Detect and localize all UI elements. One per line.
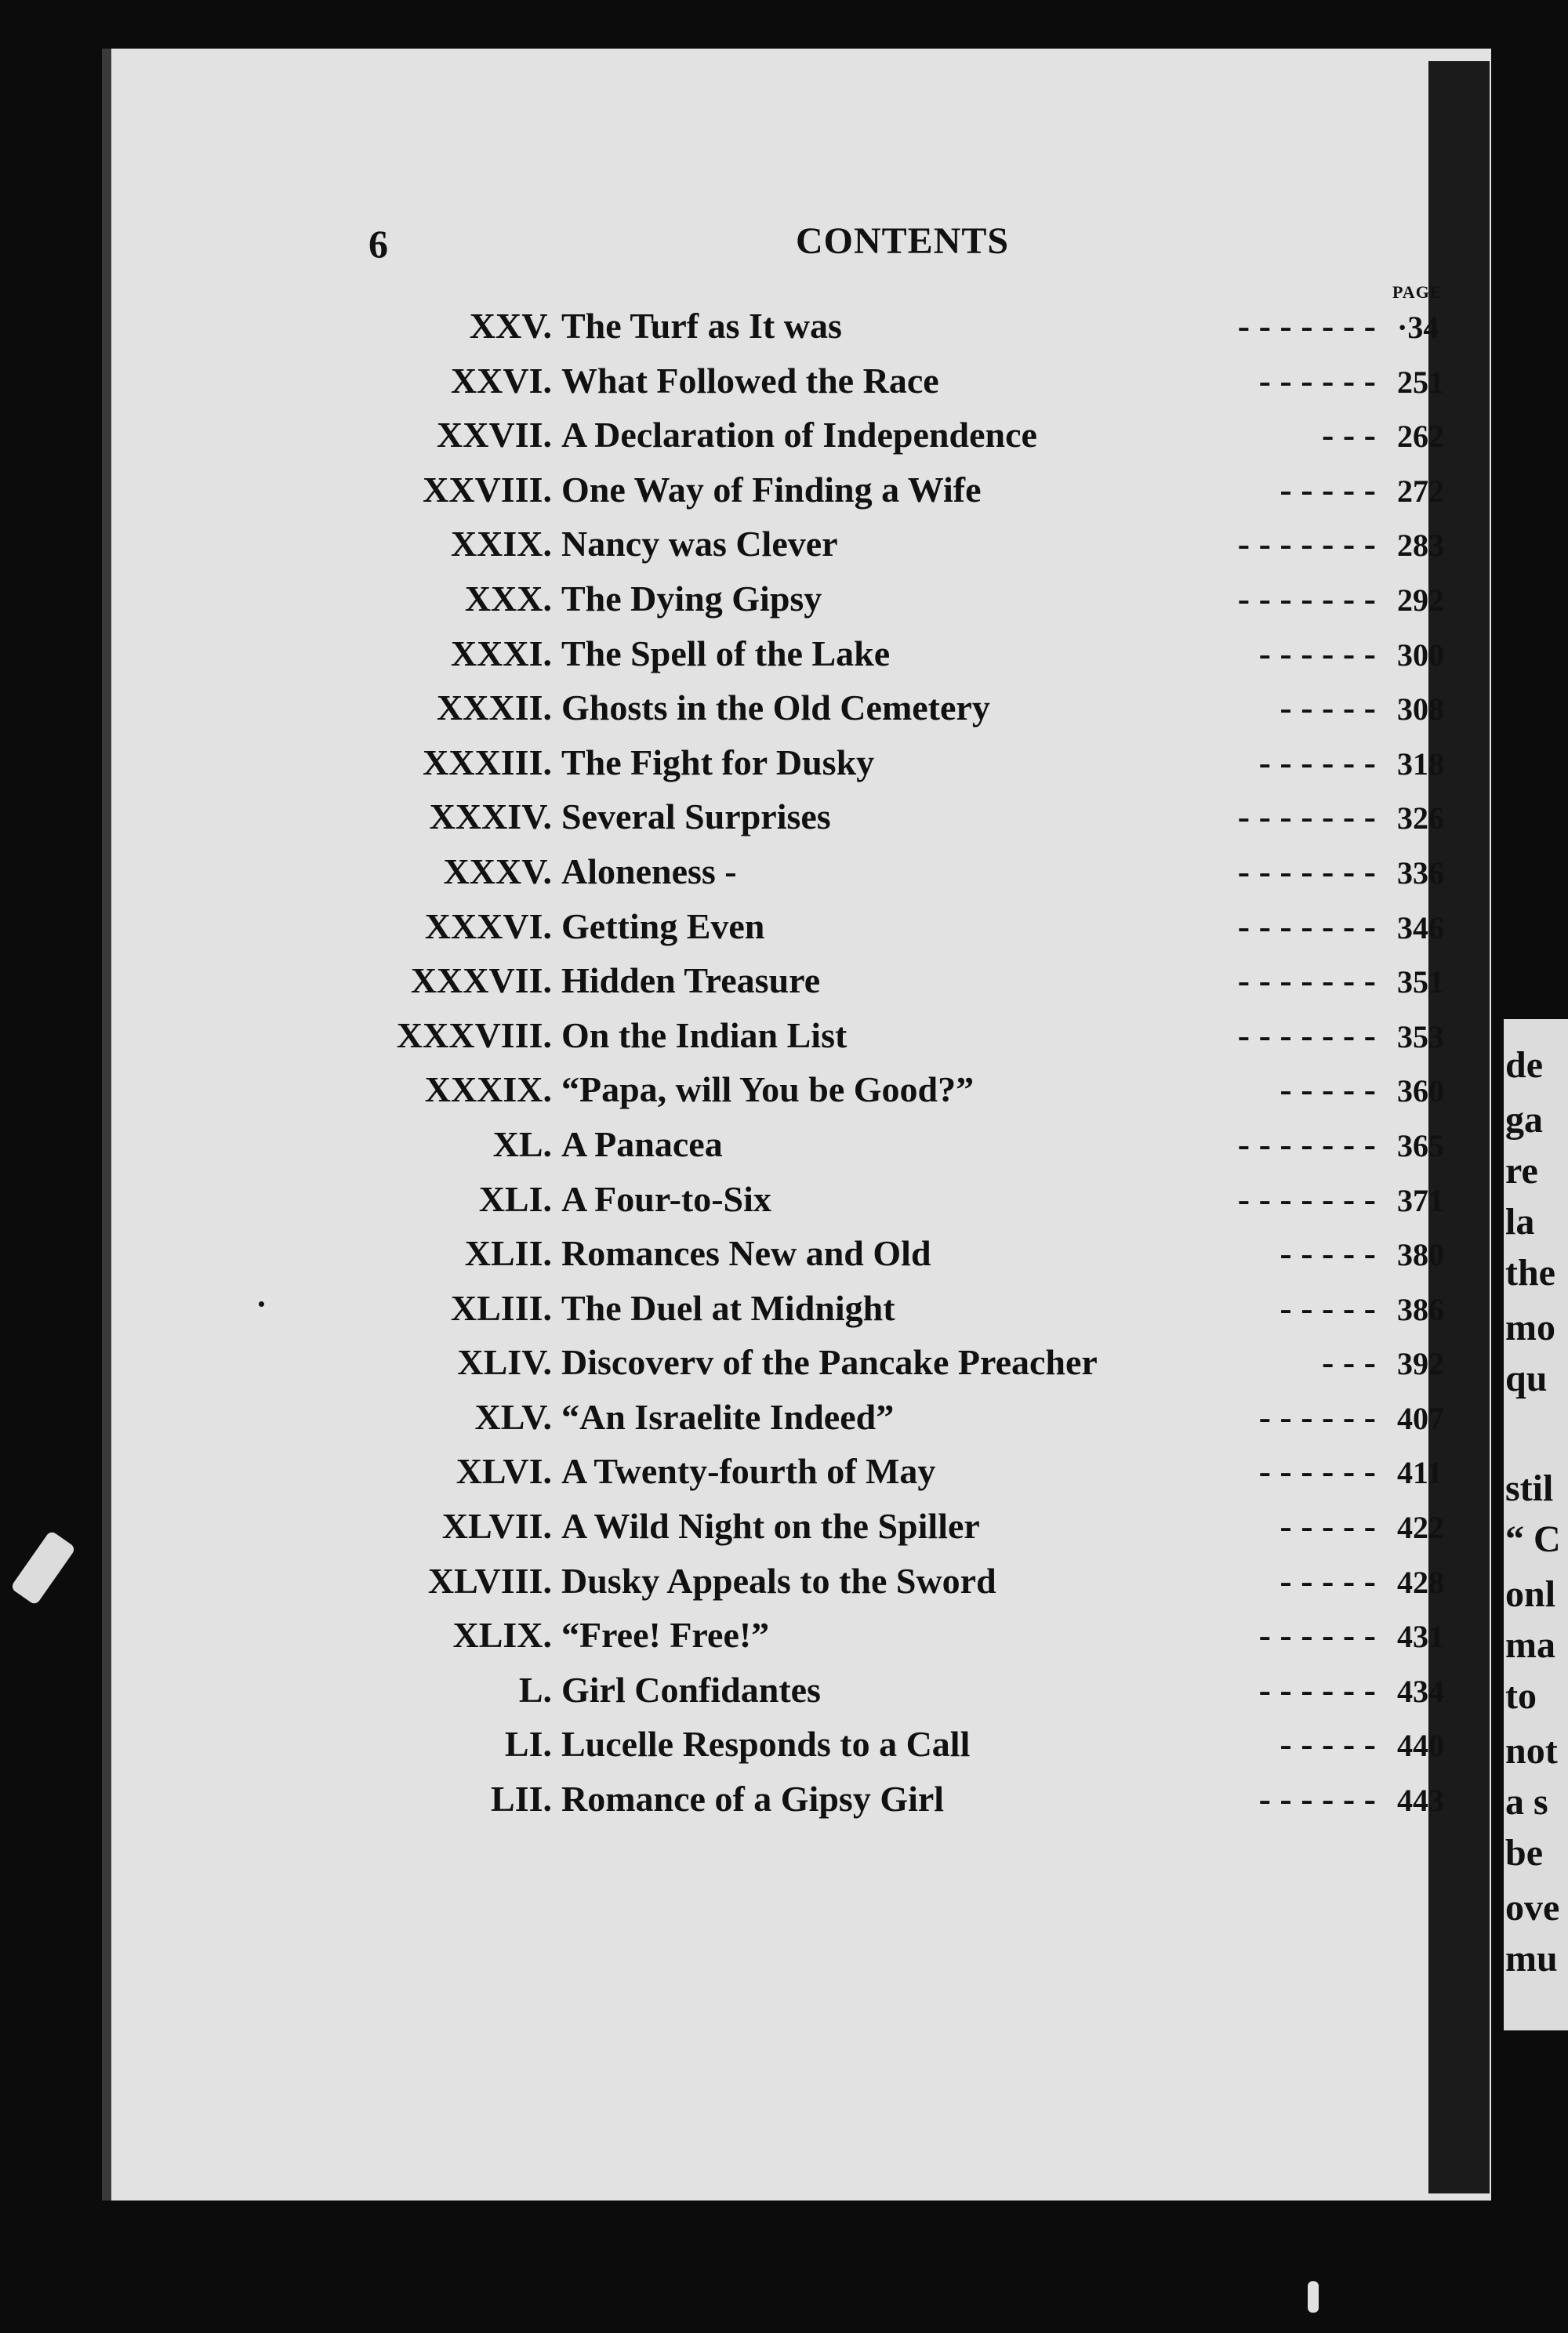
chapter-numeral: XLI.	[478, 1178, 552, 1219]
chapter-page-number: 392	[1397, 1346, 1444, 1382]
facing-page-text-fragment: ove	[1505, 1887, 1560, 1928]
dot-leader: - - - - - - -	[1237, 796, 1376, 837]
chapter-page-number: 428	[1397, 1564, 1444, 1600]
toc-entry	[0, 1668, 1490, 1723]
toc-entry	[0, 1559, 1490, 1614]
chapter-title: Romances New and Old	[561, 1233, 931, 1274]
chapter-page-number: 300	[1397, 637, 1444, 673]
chapter-title: A Panacea	[561, 1123, 723, 1164]
page-column-label: PAGE	[1392, 282, 1443, 302]
chapter-numeral: XXVIII.	[423, 469, 552, 510]
chapter-title: Nancy was Clever	[561, 524, 838, 564]
facing-page-text-fragment: a s	[1505, 1781, 1548, 1823]
facing-page-text-fragment: de	[1505, 1044, 1543, 1086]
dot-leader: - - - - - -	[1258, 360, 1376, 401]
toc-entry	[0, 304, 1490, 359]
facing-page-text-fragment: ma	[1505, 1624, 1555, 1666]
chapter-numeral: XXXIV.	[429, 796, 552, 837]
chapter-title: “Free! Free!”	[561, 1615, 770, 1656]
chapter-numeral: XXXIII.	[423, 742, 552, 782]
dot-leader: - - - - - - -	[1237, 1014, 1376, 1055]
chapter-title: Several Surprises	[561, 796, 831, 837]
chapter-numeral: XXXVIII.	[396, 1014, 552, 1055]
chapter-page-number: 386	[1397, 1291, 1444, 1327]
dot-leader: - - - - - - -	[1237, 524, 1376, 564]
chapter-numeral: XXX.	[464, 578, 552, 619]
facing-page-text-fragment: re	[1505, 1150, 1538, 1192]
toc-entry	[0, 1613, 1490, 1668]
chapter-title: “An Israelite Indeed”	[561, 1396, 895, 1437]
chapter-numeral: XLV.	[474, 1396, 552, 1437]
chapter-title: Dusky Appeals to the Sword	[561, 1560, 996, 1601]
toc-entry	[0, 468, 1490, 523]
dot-leader: - - - - - -	[1258, 1396, 1376, 1437]
chapter-numeral: XXXV.	[443, 851, 552, 891]
dot-leader: - - - - - -	[1258, 1779, 1376, 1820]
dot-leader: - - - - - -	[1258, 742, 1376, 782]
chapter-title: The Turf as It was	[561, 306, 842, 346]
facing-page-text-fragment: qu	[1505, 1358, 1548, 1399]
chapter-title: Aloneness -	[561, 851, 737, 891]
toc-entry	[0, 1232, 1490, 1286]
chapter-numeral: XXVI.	[450, 360, 552, 401]
toc-entry	[0, 850, 1490, 905]
chapter-numeral: XL.	[492, 1123, 552, 1164]
chapter-title: “Papa, will You be Good?”	[561, 1069, 975, 1110]
dot-leader: - - - - - - -	[1237, 960, 1376, 1001]
toc-entry	[0, 795, 1490, 850]
toc-entry	[0, 1504, 1490, 1559]
dot-leader: - - - - -	[1279, 688, 1376, 728]
chapter-page-number: 371	[1397, 1182, 1444, 1218]
toc-entry	[0, 1722, 1490, 1777]
dot-leader: - - - - -	[1279, 1233, 1376, 1274]
toc-entry	[0, 1395, 1490, 1450]
chapter-title: Romance of a Gipsy Girl	[561, 1779, 945, 1820]
dot-leader: - - - - - -	[1258, 1615, 1376, 1656]
chapter-title: The Dying Gipsy	[561, 578, 822, 619]
chapter-title: A Four-to-Six	[561, 1178, 771, 1219]
facing-page-text-fragment: not	[1505, 1730, 1558, 1772]
chapter-numeral: XLIX.	[452, 1615, 552, 1656]
toc-entry	[0, 359, 1490, 414]
chapter-title: Girl Confidantes	[561, 1669, 821, 1710]
toc-entry	[0, 905, 1490, 960]
facing-page-text-fragment: onl	[1505, 1573, 1556, 1615]
chapter-title: What Followed the Race	[561, 360, 939, 401]
chapter-numeral: XLVII.	[441, 1506, 552, 1547]
toc-entry	[0, 1068, 1490, 1123]
facing-page-text-fragment: mu	[1505, 1938, 1558, 1979]
toc-entry	[0, 522, 1490, 577]
chapter-title: A Twenty-fourth of May	[561, 1451, 936, 1492]
chapter-page-number: 326	[1397, 800, 1444, 836]
chapter-title: The Fight for Dusky	[561, 742, 875, 782]
toc-entry	[0, 1777, 1490, 1832]
chapter-page-number: 440	[1397, 1728, 1444, 1764]
chapter-page-number: ·34	[1397, 310, 1439, 345]
chapter-numeral: XXV.	[469, 306, 552, 346]
facing-page-edge	[1504, 1019, 1568, 2030]
chapter-page-number: 351	[1397, 964, 1444, 1000]
chapter-numeral: XLIV.	[457, 1342, 552, 1383]
facing-page-text-fragment: be	[1505, 1832, 1543, 1874]
facing-page-text-fragment: ga	[1505, 1099, 1543, 1141]
chapter-numeral: XLVIII.	[427, 1560, 552, 1601]
dot-leader: - - - - - - -	[1237, 1178, 1376, 1219]
dot-leader: - - - - - - -	[1237, 905, 1376, 946]
dot-leader: - - - - - - -	[1237, 306, 1376, 346]
toc-entry	[0, 413, 1490, 468]
facing-page-text-fragment: la	[1505, 1201, 1535, 1243]
chapter-title: A Wild Night on the Spiller	[561, 1506, 980, 1547]
toc-entry	[0, 741, 1490, 796]
chapter-page-number: 431	[1397, 1619, 1444, 1655]
chapter-numeral: XLII.	[464, 1233, 552, 1274]
dot-leader: - - - - - - -	[1237, 1123, 1376, 1164]
table-of-contents	[0, 304, 1490, 1832]
chapter-page-number: 365	[1397, 1127, 1444, 1163]
dot-leader: - - - - -	[1279, 1506, 1376, 1547]
toc-entry	[0, 1286, 1490, 1341]
toc-entry	[0, 686, 1490, 741]
chapter-numeral: XXXIX.	[424, 1069, 552, 1110]
toc-entry	[0, 1341, 1490, 1395]
dot-leader: - - - - - - -	[1237, 578, 1376, 619]
dot-leader: - - - - - -	[1258, 1451, 1376, 1492]
toc-entry	[0, 1123, 1490, 1177]
dot-leader: - - - - - - -	[1237, 851, 1376, 891]
chapter-numeral: XXVII.	[437, 415, 552, 455]
chapter-numeral: LI.	[504, 1724, 552, 1765]
chapter-title: Lucelle Responds to a Call	[561, 1724, 971, 1765]
chapter-page-number: 262	[1397, 419, 1444, 455]
chapter-numeral: XLIII.	[450, 1287, 552, 1328]
chapter-numeral: L.	[518, 1669, 552, 1710]
toc-entry	[0, 1450, 1490, 1504]
toc-entry	[0, 959, 1490, 1014]
page-title: CONTENTS	[796, 220, 1010, 262]
dot-leader: - - - - -	[1279, 1560, 1376, 1601]
scan-speck	[259, 1301, 264, 1307]
page-number: 6	[368, 222, 388, 266]
chapter-title: A Declaration of Independence	[561, 415, 1037, 455]
dot-leader: - - - - -	[1279, 469, 1376, 510]
dot-leader: - - -	[1322, 415, 1376, 455]
facing-page-text-fragment: mo	[1505, 1307, 1555, 1348]
chapter-numeral: XXXVI.	[424, 905, 552, 946]
chapter-page-number: 318	[1397, 746, 1444, 782]
chapter-page-number: 336	[1397, 854, 1444, 891]
facing-page-text-fragment: “ C	[1505, 1518, 1561, 1560]
chapter-page-number: 272	[1397, 473, 1444, 509]
facing-page-text-fragment: stil	[1505, 1468, 1554, 1509]
dot-leader: - - - - -	[1279, 1069, 1376, 1110]
dot-leader: - - - - -	[1279, 1287, 1376, 1328]
chapter-numeral: XXXVII.	[410, 960, 552, 1001]
toc-entry	[0, 1014, 1490, 1069]
chapter-title: One Way of Finding a Wife	[561, 469, 982, 510]
chapter-title: Getting Even	[561, 905, 765, 946]
chapter-numeral: XXXI.	[450, 633, 552, 673]
chapter-title: Discoverv of the Pancake Preacher	[561, 1342, 1098, 1383]
chapter-page-number: 380	[1397, 1237, 1444, 1273]
scan-blemish	[1308, 2281, 1319, 2313]
chapter-page-number: 443	[1397, 1783, 1444, 1819]
chapter-page-number: 308	[1397, 691, 1444, 727]
facing-page-text-fragment: the	[1505, 1252, 1555, 1293]
chapter-title: The Duel at Midnight	[561, 1287, 895, 1328]
chapter-page-number: 346	[1397, 909, 1444, 945]
chapter-page-number: 251	[1397, 364, 1444, 400]
facing-page-text-fragment: to	[1505, 1675, 1537, 1717]
chapter-title: Ghosts in the Old Cemetery	[561, 688, 990, 728]
toc-entry	[0, 1177, 1490, 1232]
chapter-numeral: XXIX.	[450, 524, 552, 564]
chapter-numeral: XLVI.	[456, 1451, 552, 1492]
chapter-page-number: 292	[1397, 582, 1444, 618]
chapter-page-number: 407	[1397, 1400, 1444, 1436]
dot-leader: - - - - -	[1279, 1724, 1376, 1765]
toc-entry	[0, 632, 1490, 687]
chapter-numeral: XXXII.	[437, 688, 552, 728]
chapter-page-number: 434	[1397, 1673, 1444, 1709]
dot-leader: - - -	[1322, 1342, 1376, 1383]
chapter-page-number: 360	[1397, 1073, 1444, 1109]
dot-leader: - - - - - -	[1258, 1669, 1376, 1710]
chapter-title: On the Indian List	[561, 1014, 848, 1055]
chapter-title: Hidden Treasure	[561, 960, 821, 1001]
chapter-page-number: 411	[1397, 1455, 1443, 1491]
toc-entry	[0, 577, 1490, 632]
chapter-numeral: LII.	[491, 1779, 552, 1820]
chapter-title: The Spell of the Lake	[561, 633, 891, 673]
chapter-page-number: 422	[1397, 1510, 1444, 1546]
dot-leader: - - - - - -	[1258, 633, 1376, 673]
chapter-page-number: 353	[1397, 1018, 1444, 1054]
chapter-page-number: 283	[1397, 528, 1444, 564]
